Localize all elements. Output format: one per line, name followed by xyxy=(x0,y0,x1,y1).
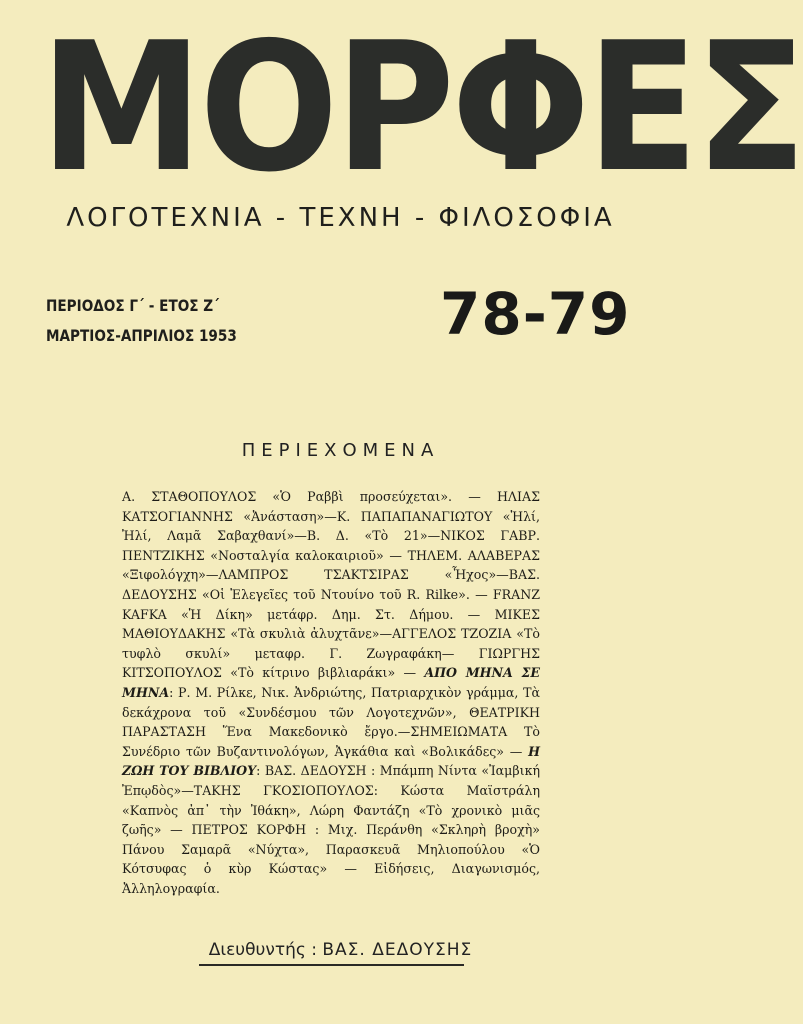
table-of-contents xyxy=(122,487,540,898)
section-heading-book-life: Η ΖΩΗ ΤΟΥ ΒΙΒΛΙΟΥ xyxy=(122,743,540,779)
editor-name: ΒΑΣ. ΔΕΔΟΥΣΗΣ xyxy=(322,940,473,960)
editor-underline xyxy=(199,964,464,966)
issue-date: ΜΑΡΤΙΟΣ-ΑΠΡΙΛΙΟΣ 1953 xyxy=(46,326,237,345)
issue-number: 78-79 xyxy=(440,280,631,348)
contents-heading: ΠΕΡΙΕΧΟΜΕΝΑ xyxy=(241,440,440,461)
contents-part-1: Α. ΣΤΑΘΟΠΟΥΛΟΣ «Ὁ Ραββὶ προσεύχεται». — ΗΛΙΑΣ ΚΑΤΣΟΓΙΑΝΝΗΣ «Ἀνάσταση»—Κ. ΠΑΠΑΠΑΝΑΓΙΩΤΟΥ «Ἠλί, Ἠλί, Λαμᾶ Σαβαχθανί»—Β. Δ. «Τὸ 21»—ΝΙΚΟΣ ΓΑΒΡ. ΠΕΝΤΖΙΚΗΣ «Νοσταλγία καλοκαιριοῦ» — ΤΗΛΕΜ. ΑΛΑΒΕΡΑΣ «Ξιφολόγχη»—ΛΑΜΠΡΟΣ ΤΣΑΚΤΣΙΡΑΣ «Ἦχος»—ΒΑΣ. ΔΕΔΟΥΣΗΣ «Οἱ Ἐλεγεῖες τοῦ Ντουίνο τοῦ R. Rilke». — FRANZ KAFKA «Ἡ Δίκη» μετάφρ. Δημ. Στ. Δήμου. — ΜΙΚΕΣ ΜΑΘΙΟΥΔΑΚΗΣ «Τὰ σκυλιὰ ἀλυχτᾶνε»—ΑΓΓΕΛΟΣ ΤΖΟΖΙΑ «Τὸ τυφλὸ σκυλί» μεταφρ. Γ. Ζωγραφάκη— ΓΙΩΡΓΗΣ ΚΙΤΣΟΠΟΥΛΟΣ «Τὸ κίτρινο βιβλιαράκι» — xyxy=(122,489,540,681)
magazine-subtitle: ΛΟΓΟΤΕΧΝΙΑ - ΤΕΧΝΗ - ΦΙΛΟΣΟΦΙΑ xyxy=(66,203,615,233)
magazine-title: ΜΟΡΦΕΣ xyxy=(40,4,803,211)
contents-part-2: : Ρ. Μ. Ρίλκε, Νικ. Ἀνδριώτης, Πατριαρχικὸν γράμμα, Τὰ δεκάχρονα τοῦ «Συνδέσμου τῶν Λογοτεχνῶν», ΘΕΑΤΡΙΚΗ ΠΑΡΑΣΤΑΣΗ Ἕνα Μακεδονικὸ ἔργο.—ΣΗΜΕΙΩΜΑΤΑ Τὸ Συνέδριο τῶν Βυζαντινολόγων, Ἀγκάθια καὶ «Βολικάδες» — xyxy=(122,684,540,759)
editor-label: Διευθυντής : xyxy=(208,940,317,960)
period-label: ΠΕΡΙΟΔΟΣ Γ΄ - ΕΤΟΣ Ζ΄ xyxy=(46,296,220,315)
section-heading-monthly: ΑΠΟ ΜΗΝΑ ΣΕ ΜΗΝΑ xyxy=(122,665,540,700)
contents-part-3: : ΒΑΣ. ΔΕΔΟΥΣΗ : Μπάμπη Νίντα «Ἰαμβική Ἐπῳδὸς»—ΤΑΚΗΣ ΓΚΟΣΙΟΠΟΥΛΟΣ: Κώστα Μαϊστράλη «Καπνὸς ἀπ᾽ τὴν Ἰθάκη», Λώρη Φαντάζη «Τὸ χρονικὸ μιᾶς ζωῆς» — ΠΕΤΡΟΣ ΚΟΡΦΗ : Μιχ. Περάνθη «Σκληρὴ βροχὴ» Πάνου Σαμαρᾶ «Νύχτα», Παρασκευᾶ Μηλιοπούλου «Ὁ Κότσυφας ὁ κὺρ Κώστας» — Εἰδήσεις, Διαγωνισμός, Ἀλληλογραφία. xyxy=(122,763,540,896)
editor-credit xyxy=(0,940,681,960)
